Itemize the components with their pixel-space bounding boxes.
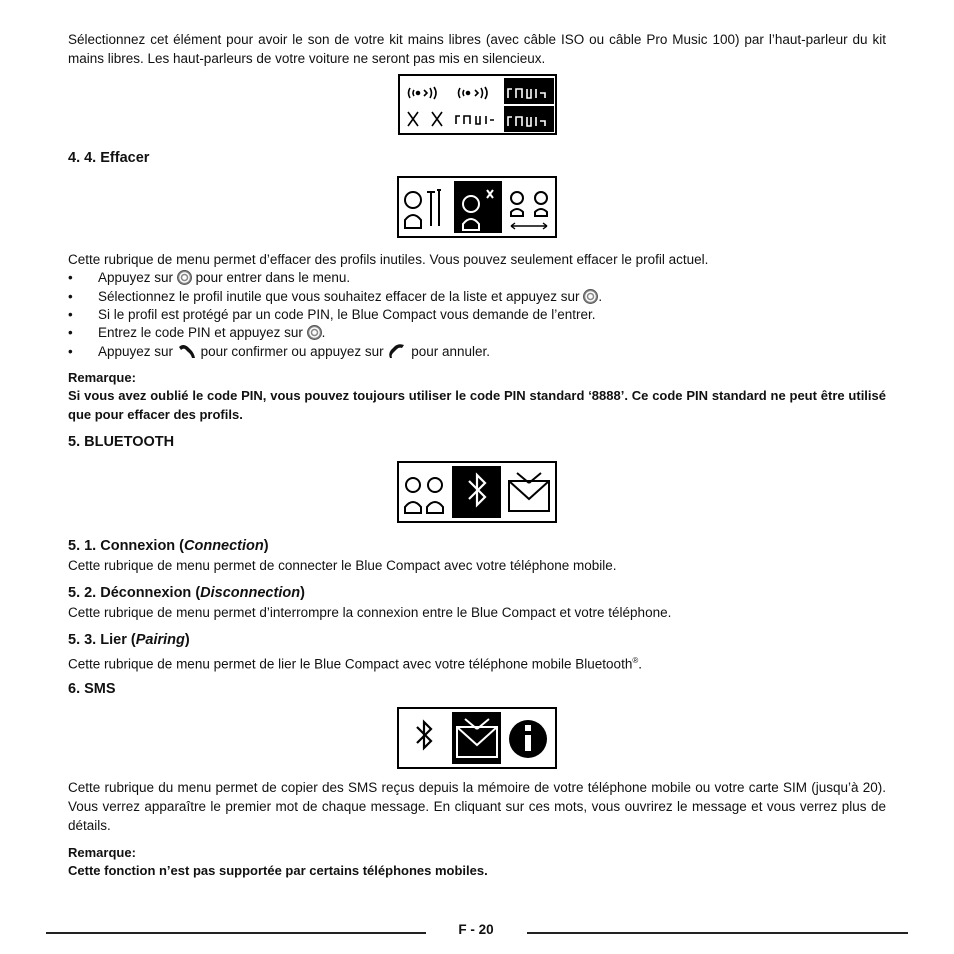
bullet-text: pour entrer dans le menu. [195,270,351,285]
delete-profile-lcd [397,176,557,238]
bluetooth-menu-lcd [397,461,557,523]
heading-suffix: ) [263,538,269,554]
heading-english-term: Disconnection [200,585,301,601]
section-5-2-heading [68,585,305,601]
section-5-2-text: Cette rubrique de menu permet d’interrompre la connexion entre le Blue Compact et votre téléphone. [68,605,672,620]
footer-rule-left [46,932,426,934]
sms-menu-screen-icon [399,709,555,767]
bullet-text: Si le profil est protégé par un code PIN, le Blue Compact vous demande de l’entrer. [98,307,596,322]
bullet-text: pour annuler. [411,344,491,359]
section-4-4-description: Cette rubrique de menu permet d’effacer des profils inutiles. Vous pouvez seulement effacer le profil actuel. [68,252,709,267]
remark-text: Cette fonction n’est pas supportée par certains téléphones mobiles. [68,863,488,878]
section-5-3-heading [68,632,190,648]
page-number: F - 20 [458,922,494,937]
bullet-text: . [321,325,326,340]
section-5-1-heading [68,538,269,554]
section-5-1-text: Cette rubrique de menu permet de connecter le Blue Compact avec votre téléphone mobile. [68,558,617,573]
sms-menu-lcd [397,707,557,769]
paragraph-end: . [638,656,642,672]
section-6-heading: 6. SMS [68,681,116,697]
bullet-marker: • [68,344,73,359]
heading-english-term: Connection [184,538,264,554]
remark-text: Si vous avez oublié le code PIN, vous pouvez toujours utiliser le code PIN standard ‘8888’. Ce code PIN standard ne peut être utilisé que pour effacer des profils. [68,388,886,422]
bullet-text: Appuyez sur [98,270,174,285]
bullet-text: . [598,289,603,304]
registered-mark: ® [632,656,639,665]
speaker-settings-lcd [398,74,557,135]
heading-prefix: 5. 3. Lier ( [68,632,136,648]
phone-accept-icon [177,343,197,359]
ok-button-icon [307,325,322,340]
section-4-4-heading: 4. 4. Effacer [68,150,150,166]
delete-profile-screen-icon [399,178,555,236]
bullet-marker: • [68,270,73,285]
heading-suffix: ) [300,585,305,601]
heading-prefix: 5. 1. Connexion ( [68,538,185,554]
section-5-heading: 5. BLUETOOTH [68,434,175,450]
phone-reject-icon [387,343,407,359]
bullet-marker: • [68,289,73,304]
heading-prefix: 5. 2. Déconnexion ( [68,585,201,601]
bullet-text: Entrez le code PIN et appuyez sur [98,325,303,340]
bullet-marker: • [68,307,73,322]
bullet-text: pour confirmer ou appuyez sur [200,344,384,359]
bullet-marker: • [68,325,73,340]
bullet-text: Appuyez sur [98,344,174,359]
section-6-description: Cette rubrique du menu permet de copier des SMS reçus depuis la mémoire de votre téléphone mobile ou votre carte SIM (jusqu’à 20). Vous verrez apparaître le premier mot de chaque message. En cliquant sur ces mots, vous ouvrirez le message et vous verrez plus de détails. [68,780,886,833]
intro-paragraph: Sélectionnez cet élément pour avoir le son de votre kit mains libres (avec câble ISO ou câble Pro Music 100) par l’haut-parleur du kit mains libres. Les haut-parleurs de votre voiture ne seront pas mis en silencieux. [68,32,886,66]
paragraph-text: Cette rubrique de menu permet de lier le Blue Compact avec votre téléphone mobile Bluetooth [68,656,633,672]
ok-button-icon [177,270,192,285]
heading-suffix: ) [184,632,190,648]
section-5-3-text [68,651,642,674]
heading-english-term: Pairing [135,632,185,648]
speaker-settings-screen-icon [400,76,555,133]
remark-label: Remarque: [68,845,136,860]
bluetooth-menu-screen-icon [399,463,555,521]
footer-rule-right [527,932,908,934]
remark-label: Remarque: [68,370,136,385]
bullet-text: Sélectionnez le profil inutile que vous souhaitez effacer de la liste et appuyez sur [98,289,580,304]
ok-button-icon [583,289,598,304]
